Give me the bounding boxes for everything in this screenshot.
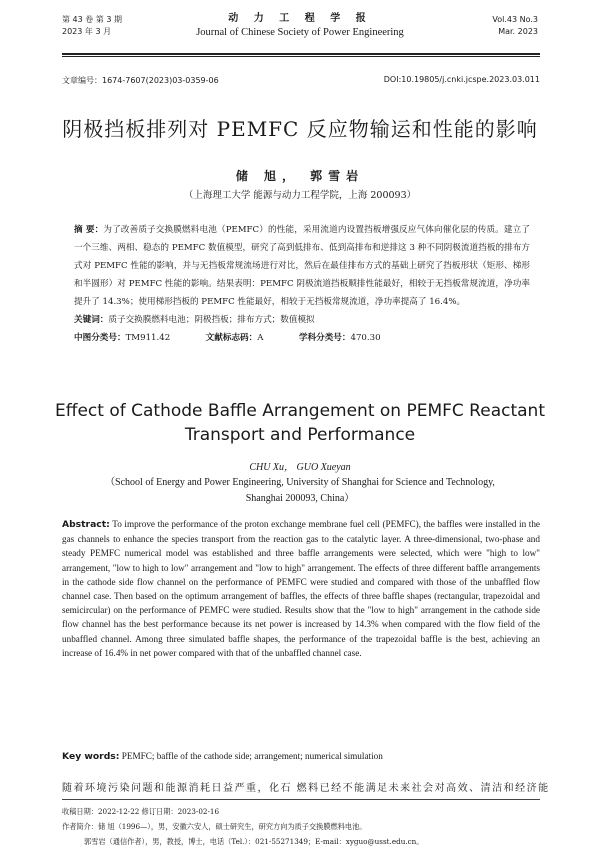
abstract-cn-text: 为了改善质子交换膜燃料电池（PEMFC）的性能，采用流道内设置挡板增强反应气体向催化层的传质。建立了一个三维、两相、稳态的 PEMFC 数值模型，研究了高到低排布、低到高排布和逆排这 3 种不同阴极流道挡板的排布方式对 PEMFC 性能的影响，并与无挡板常规流场进行对比，然后在最佳排布方式的基础上研究了挡板形状（矩形、梯形和半圆形）对 PEMFC 性能的影响。结果表明：PEMFC 阴极流道挡板顺排性能最好，相较于无挡板常规流道，净功率提升了 14.3%；使用梯形挡板的 PEMFC 性能最好，相较于无挡板常规流道，净功率提高了 16.4%。: [74, 225, 530, 307]
title-en: [0, 399, 600, 447]
clc-value: TM911.42: [125, 333, 171, 343]
header-journal-en: Journal of Chinese Society of Power Engineering: [196, 27, 404, 38]
classification-cn: [74, 329, 530, 347]
footnote-received: 收稿日期：2022-12-22 修订日期：2023-02-16: [62, 807, 220, 816]
abstract-en: [62, 517, 540, 660]
abstract-cn-body: [74, 221, 530, 311]
header-journal-cn: 动 力 工 程 学 报: [228, 13, 372, 24]
keywords-en-text: PEMFC; baffle of the cathode side; arrangement; numerical simulation: [119, 751, 383, 761]
keywords-cn: [74, 311, 530, 329]
footnote-rule: [62, 799, 540, 800]
keywords-en-label: Key words:: [62, 751, 120, 762]
affiliation-cn: （上海理工大学 能源与动力工程学院，上海 200093）: [183, 190, 417, 201]
subject-code-label: 学科分类号：: [298, 333, 351, 343]
title-en-line1: Effect of Cathode Baffle Arrangement on PEMFC Reactant: [55, 401, 545, 421]
keywords-cn-label: 关键词：: [74, 315, 109, 325]
clc-label: 中图分类号：: [74, 333, 126, 343]
abstract-en-text: To improve the performance of the proton exchange membrane fuel cell (PEMFC), the baffles were installed in the gas channels to enhance the species transport from the reaction gas to the catalytic layer. A three-dimensional, two-phase and steady PEMFC numerical model was established and three baffle arrangements were selected, which were "high to low" arrangement, "low to high to low" arrangement and "low to high" arrangement. The effects of three different baffle arrangements in the cathode side flow channel on the performance of PEMFC were studied and compared with those of the unbaffled flow channel case. Then based on the optimum arrangement of baffles, the effects of three baffle shapes (rectangular, trapezoidal and semicircular) on the performance of PEMFC were studied. Results show that the "low to high" arrangement in the cathode side flow channel has the best performance because its net power is increased by 14.3% when compared with the flow field of the unbaffled channel. Among three simulated baffle shapes, the performance of the trapezoidal baffle is the best, achieving an increase of 16.4% in net power compared with that of the unbaffled channel case.: [62, 519, 540, 658]
authors-en: CHU Xu， GUO Xueyan: [249, 462, 351, 473]
header-volume-cn: 第 43 卷 第 3 期: [62, 15, 122, 24]
doc-code-value: A: [257, 333, 264, 343]
authors-cn: 储 旭， 郭雪岩: [235, 169, 365, 183]
article-number: 文章编号：1674-7607(2023)03-0359-06: [62, 76, 219, 85]
affiliation-en: [0, 475, 600, 507]
abstract-en-label: Abstract:: [62, 519, 110, 530]
subject-code-value: 470.30: [350, 333, 381, 343]
footnote-author-bio: 作者简介：储 旭（1996—），男，安徽六安人，硕士研究生，研究方向为质子交换膜燃料电池。: [62, 822, 367, 831]
body-intro-line: 随着环境污染问题和能源消耗日益严重，化石 燃料已经不能满足未来社会对高效、清洁和经济能: [62, 783, 550, 794]
abstract-cn: [74, 221, 530, 347]
header-date-cn: 2023 年 3 月: [62, 27, 112, 36]
doi: DOI:10.19805/j.cnki.jcspe.2023.03.011: [383, 75, 540, 84]
doc-code-label: 文献标志码：: [205, 333, 258, 343]
title-cn: 阴极挡板排列对 PEMFC 反应物输运和性能的影响: [62, 117, 538, 141]
header-issue-block: [492, 14, 538, 38]
header-volume-en: Vol.43 No.3: [492, 15, 538, 24]
header-date-en: Mar. 2023: [498, 27, 538, 36]
keywords-en: [62, 751, 540, 762]
header-rule-thin: [62, 56, 540, 57]
title-en-line2: Transport and Performance: [184, 425, 416, 445]
affiliation-en-line1: （School of Energy and Power Engineering, University of Shanghai for Science and Technology,: [105, 477, 495, 488]
keywords-cn-text: 质子交换膜燃料电池；阴极挡板；排布方式；数值模拟: [108, 315, 315, 325]
footnote-corresponding: 郭雪岩（通信作者），男，教授，博士，电话（Tel.）：021-55271349；E-mail：xyguo@usst.edu.cn。: [84, 837, 424, 846]
header-rule: [62, 53, 540, 55]
affiliation-en-line2: Shanghai 200093, China）: [245, 493, 355, 504]
article-meta: [62, 75, 540, 86]
abstract-cn-label: 摘 要：: [74, 225, 104, 235]
